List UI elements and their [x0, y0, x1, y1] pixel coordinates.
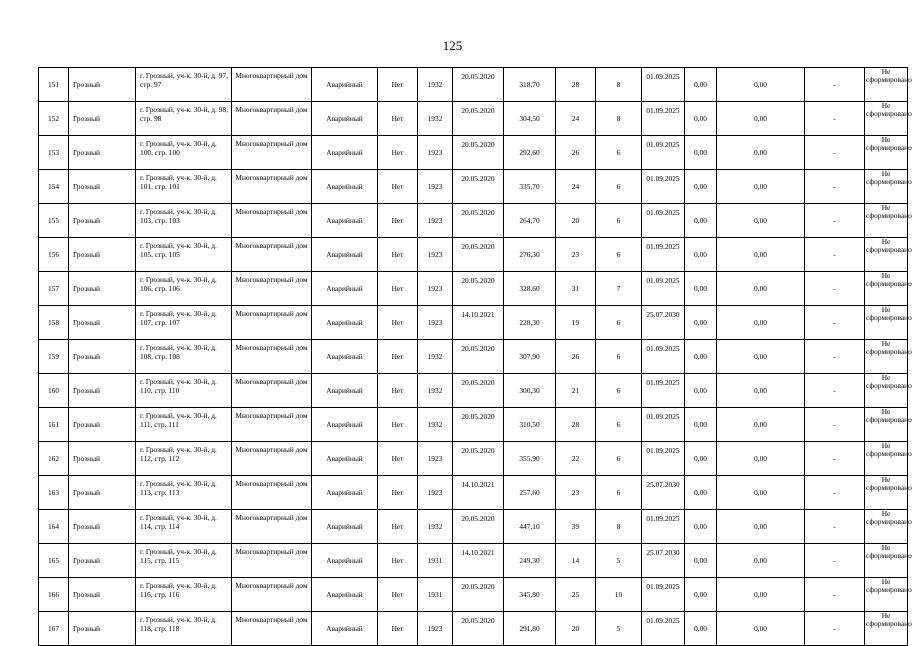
dash-cell: -	[805, 272, 865, 306]
residents-cell: 26	[556, 340, 596, 374]
value1-cell: 0,00	[685, 170, 717, 204]
dash-cell: -	[805, 204, 865, 238]
recognition-date-cell: 20.05.2020	[453, 408, 504, 442]
rooms-cell: 6	[596, 476, 642, 510]
year-cell: 1932	[418, 102, 453, 136]
row-number: 162	[39, 442, 69, 476]
table-row	[39, 68, 908, 102]
year-cell: 1923	[418, 442, 453, 476]
city-cell: Грозный	[69, 136, 136, 170]
planned-date-cell: 01.09.2025	[642, 578, 685, 612]
residents-cell: 31	[556, 272, 596, 306]
flag-cell: Нет	[378, 578, 418, 612]
dash-cell: -	[805, 170, 865, 204]
value1-cell: 0,00	[685, 238, 717, 272]
condition-cell: Аварийный	[312, 102, 378, 136]
row-number: 159	[39, 340, 69, 374]
status-cell: Не сформировано	[865, 136, 908, 170]
value2-cell: 0,00	[717, 510, 805, 544]
dash-cell: -	[805, 68, 865, 102]
city-cell: Грозный	[69, 408, 136, 442]
flag-cell: Нет	[378, 510, 418, 544]
dash-cell: -	[805, 136, 865, 170]
recognition-date-cell: 20.05.2020	[453, 612, 504, 646]
planned-date-cell: 01.09.2025	[642, 204, 685, 238]
value2-cell: 0,00	[717, 306, 805, 340]
dash-cell: -	[805, 476, 865, 510]
flag-cell: Нет	[378, 544, 418, 578]
address-cell: г. Грозный, уч-к. 30-й, д. 98, стр. 98	[136, 102, 232, 136]
city-cell: Грозный	[69, 442, 136, 476]
area-cell: 264,70	[504, 204, 556, 238]
condition-cell: Аварийный	[312, 408, 378, 442]
status-cell: Не сформировано	[865, 544, 908, 578]
city-cell: Грозный	[69, 340, 136, 374]
rooms-cell: 5	[596, 544, 642, 578]
value2-cell: 0,00	[717, 204, 805, 238]
planned-date-cell: 01.09.2025	[642, 612, 685, 646]
building-type-cell: Многоквартирный дом	[232, 374, 312, 408]
planned-date-cell: 25.07.2030	[642, 544, 685, 578]
building-type-cell: Многоквартирный дом	[232, 102, 312, 136]
planned-date-cell: 01.09.2025	[642, 170, 685, 204]
area-cell: 291,80	[504, 612, 556, 646]
value1-cell: 0,00	[685, 476, 717, 510]
address-cell: г. Грозный, уч-к. 30-й, д. 97, стр. 97	[136, 68, 232, 102]
year-cell: 1932	[418, 408, 453, 442]
value1-cell: 0,00	[685, 612, 717, 646]
condition-cell: Аварийный	[312, 68, 378, 102]
year-cell: 1923	[418, 612, 453, 646]
address-cell: г. Грозный, уч-к. 30-й, д. 110, стр. 110	[136, 374, 232, 408]
year-cell: 1923	[418, 306, 453, 340]
value1-cell: 0,00	[685, 578, 717, 612]
row-number: 157	[39, 272, 69, 306]
table-body	[39, 67, 912, 646]
planned-date-cell: 01.09.2025	[642, 272, 685, 306]
table-row	[39, 340, 908, 374]
city-cell: Грозный	[69, 612, 136, 646]
city-cell: Грозный	[69, 272, 136, 306]
value1-cell: 0,00	[685, 102, 717, 136]
area-cell: 304,50	[504, 102, 556, 136]
table-row	[39, 102, 908, 136]
table-row	[39, 204, 908, 238]
status-cell: Не сформировано	[865, 612, 908, 646]
planned-date-cell: 01.09.2025	[642, 102, 685, 136]
city-cell: Грозный	[69, 170, 136, 204]
building-type-cell: Многоквартирный дом	[232, 408, 312, 442]
city-cell: Грозный	[69, 68, 136, 102]
table-row	[39, 374, 908, 408]
row-number: 164	[39, 510, 69, 544]
residents-cell: 21	[556, 374, 596, 408]
year-cell: 1923	[418, 170, 453, 204]
row-number: 152	[39, 102, 69, 136]
address-cell: г. Грозный, уч-к. 30-й, д. 113, стр. 113	[136, 476, 232, 510]
year-cell: 1923	[418, 136, 453, 170]
condition-cell: Аварийный	[312, 612, 378, 646]
condition-cell: Аварийный	[312, 442, 378, 476]
recognition-date-cell: 20.05.2020	[453, 578, 504, 612]
table-row	[39, 612, 908, 646]
residents-cell: 28	[556, 408, 596, 442]
value2-cell: 0,00	[717, 102, 805, 136]
city-cell: Грозный	[69, 374, 136, 408]
page-number: 125	[442, 38, 463, 53]
planned-date-cell: 01.09.2025	[642, 340, 685, 374]
status-cell: Не сформировано	[865, 204, 908, 238]
value2-cell: 0,00	[717, 612, 805, 646]
status-cell: Не сформировано	[865, 374, 908, 408]
area-cell: 228,30	[504, 306, 556, 340]
condition-cell: Аварийный	[312, 272, 378, 306]
dash-cell: -	[805, 612, 865, 646]
status-cell: Не сформировано	[865, 340, 908, 374]
flag-cell: Нет	[378, 408, 418, 442]
rooms-cell: 8	[596, 68, 642, 102]
rooms-cell: 6	[596, 170, 642, 204]
condition-cell: Аварийный	[312, 238, 378, 272]
status-cell: Не сформировано	[865, 238, 908, 272]
planned-date-cell: 01.09.2025	[642, 510, 685, 544]
status-cell: Не сформировано	[865, 68, 908, 102]
residents-cell: 39	[556, 510, 596, 544]
value1-cell: 0,00	[685, 68, 717, 102]
address-cell: г. Грозный, уч-к. 30-й, д. 105, стр. 105	[136, 238, 232, 272]
residents-cell: 26	[556, 136, 596, 170]
address-cell: г. Грозный, уч-к. 30-й, д. 112, стр. 112	[136, 442, 232, 476]
recognition-date-cell: 20.05.2020	[453, 170, 504, 204]
dash-cell: -	[805, 578, 865, 612]
recognition-date-cell: 20.05.2020	[453, 374, 504, 408]
residents-cell: 25	[556, 578, 596, 612]
dash-cell: -	[805, 374, 865, 408]
value2-cell: 0,00	[717, 340, 805, 374]
planned-date-cell: 01.09.2025	[642, 68, 685, 102]
rooms-cell: 10	[596, 578, 642, 612]
dash-cell: -	[805, 442, 865, 476]
recognition-date-cell: 20.05.2020	[453, 510, 504, 544]
building-type-cell: Многоквартирный дом	[232, 306, 312, 340]
dash-cell: -	[805, 102, 865, 136]
value1-cell: 0,00	[685, 204, 717, 238]
recognition-date-cell: 20.05.2020	[453, 340, 504, 374]
recognition-date-cell: 20.05.2020	[453, 68, 504, 102]
residents-cell: 22	[556, 442, 596, 476]
flag-cell: Нет	[378, 476, 418, 510]
status-cell: Не сформировано	[865, 306, 908, 340]
building-type-cell: Многоквартирный дом	[232, 136, 312, 170]
rooms-cell: 6	[596, 306, 642, 340]
planned-date-cell: 25.07.2030	[642, 306, 685, 340]
building-type-cell: Многоквартирный дом	[232, 170, 312, 204]
table-row	[39, 510, 908, 544]
address-cell: г. Грозный, уч-к. 30-й, д. 115, стр. 115	[136, 544, 232, 578]
condition-cell: Аварийный	[312, 306, 378, 340]
area-cell: 307,90	[504, 340, 556, 374]
row-number: 163	[39, 476, 69, 510]
condition-cell: Аварийный	[312, 578, 378, 612]
status-cell: Не сформировано	[865, 578, 908, 612]
row-number: 151	[39, 68, 69, 102]
planned-date-cell: 25.07.2030	[642, 476, 685, 510]
city-cell: Грозный	[69, 510, 136, 544]
value2-cell: 0,00	[717, 170, 805, 204]
status-cell: Не сформировано	[865, 510, 908, 544]
rooms-cell: 6	[596, 340, 642, 374]
table-row	[39, 306, 908, 340]
planned-date-cell: 01.09.2025	[642, 442, 685, 476]
table-row	[39, 170, 908, 204]
area-cell: 318,70	[504, 68, 556, 102]
year-cell: 1923	[418, 204, 453, 238]
year-cell: 1932	[418, 510, 453, 544]
condition-cell: Аварийный	[312, 136, 378, 170]
recognition-date-cell: 14.10.2021	[453, 306, 504, 340]
planned-date-cell: 01.09.2025	[642, 408, 685, 442]
condition-cell: Аварийный	[312, 510, 378, 544]
condition-cell: Аварийный	[312, 374, 378, 408]
row-number: 155	[39, 204, 69, 238]
value1-cell: 0,00	[685, 408, 717, 442]
building-type-cell: Многоквартирный дом	[232, 340, 312, 374]
residents-cell: 23	[556, 476, 596, 510]
residents-cell: 19	[556, 306, 596, 340]
flag-cell: Нет	[378, 204, 418, 238]
flag-cell: Нет	[378, 374, 418, 408]
table-row	[39, 136, 908, 170]
value1-cell: 0,00	[685, 306, 717, 340]
dash-cell: -	[805, 306, 865, 340]
row-number: 161	[39, 408, 69, 442]
residents-cell: 14	[556, 544, 596, 578]
rooms-cell: 6	[596, 238, 642, 272]
city-cell: Грозный	[69, 578, 136, 612]
year-cell: 1932	[418, 68, 453, 102]
city-cell: Грозный	[69, 306, 136, 340]
rooms-cell: 8	[596, 102, 642, 136]
area-cell: 276,30	[504, 238, 556, 272]
building-type-cell: Многоквартирный дом	[232, 578, 312, 612]
value1-cell: 0,00	[685, 272, 717, 306]
rooms-cell: 7	[596, 272, 642, 306]
planned-date-cell: 01.09.2025	[642, 374, 685, 408]
flag-cell: Нет	[378, 442, 418, 476]
value1-cell: 0,00	[685, 136, 717, 170]
rooms-cell: 6	[596, 374, 642, 408]
status-cell: Не сформировано	[865, 272, 908, 306]
rooms-cell: 6	[596, 204, 642, 238]
rooms-cell: 5	[596, 612, 642, 646]
residents-cell: 28	[556, 68, 596, 102]
rooms-cell: 6	[596, 408, 642, 442]
condition-cell: Аварийный	[312, 340, 378, 374]
recognition-date-cell: 20.05.2020	[453, 204, 504, 238]
building-type-cell: Многоквартирный дом	[232, 204, 312, 238]
building-type-cell: Многоквартирный дом	[232, 544, 312, 578]
city-cell: Грозный	[69, 476, 136, 510]
year-cell: 1923	[418, 476, 453, 510]
row-number: 166	[39, 578, 69, 612]
value2-cell: 0,00	[717, 272, 805, 306]
value1-cell: 0,00	[685, 442, 717, 476]
area-cell: 335,70	[504, 170, 556, 204]
flag-cell: Нет	[378, 306, 418, 340]
year-cell: 1931	[418, 578, 453, 612]
status-cell: Не сформировано	[865, 476, 908, 510]
building-type-cell: Многоквартирный дом	[232, 476, 312, 510]
condition-cell: Аварийный	[312, 204, 378, 238]
building-type-cell: Многоквартирный дом	[232, 238, 312, 272]
flag-cell: Нет	[378, 340, 418, 374]
city-cell: Грозный	[69, 238, 136, 272]
flag-cell: Нет	[378, 102, 418, 136]
table-row	[39, 408, 908, 442]
rooms-cell: 6	[596, 442, 642, 476]
row-number: 158	[39, 306, 69, 340]
area-cell: 345,80	[504, 578, 556, 612]
year-cell: 1932	[418, 374, 453, 408]
row-number: 154	[39, 170, 69, 204]
city-cell: Грозный	[69, 102, 136, 136]
area-cell: 300,30	[504, 374, 556, 408]
residents-cell: 20	[556, 204, 596, 238]
area-cell: 257,60	[504, 476, 556, 510]
dash-cell: -	[805, 544, 865, 578]
condition-cell: Аварийный	[312, 544, 378, 578]
dash-cell: -	[805, 510, 865, 544]
value1-cell: 0,00	[685, 544, 717, 578]
recognition-date-cell: 20.05.2020	[453, 136, 504, 170]
table-row	[39, 578, 908, 612]
address-cell: г. Грозный, уч-к. 30-й, д. 114, стр. 114	[136, 510, 232, 544]
flag-cell: Нет	[378, 272, 418, 306]
row-number: 167	[39, 612, 69, 646]
table-row	[39, 238, 908, 272]
address-cell: г. Грозный, уч-к. 30-й, д. 100, стр. 100	[136, 136, 232, 170]
value2-cell: 0,00	[717, 374, 805, 408]
table-row	[39, 544, 908, 578]
year-cell: 1923	[418, 238, 453, 272]
status-cell: Не сформировано	[865, 442, 908, 476]
value1-cell: 0,00	[685, 510, 717, 544]
recognition-date-cell: 20.05.2020	[453, 102, 504, 136]
building-type-cell: Многоквартирный дом	[232, 68, 312, 102]
building-type-cell: Многоквартирный дом	[232, 510, 312, 544]
rooms-cell: 8	[596, 510, 642, 544]
condition-cell: Аварийный	[312, 476, 378, 510]
building-type-cell: Многоквартирный дом	[232, 442, 312, 476]
address-cell: г. Грозный, уч-к. 30-й, д. 103, стр. 103	[136, 204, 232, 238]
status-cell: Не сформировано	[865, 102, 908, 136]
recognition-date-cell: 20.05.2020	[453, 238, 504, 272]
planned-date-cell: 01.09.2025	[642, 136, 685, 170]
flag-cell: Нет	[378, 68, 418, 102]
address-cell: г. Грозный, уч-к. 30-й, д. 116, стр. 116	[136, 578, 232, 612]
value2-cell: 0,00	[717, 578, 805, 612]
row-number: 160	[39, 374, 69, 408]
recognition-date-cell: 14.10.2021	[453, 476, 504, 510]
status-cell: Не сформировано	[865, 170, 908, 204]
recognition-date-cell: 20.05.2020	[453, 272, 504, 306]
building-type-cell: Многоквартирный дом	[232, 612, 312, 646]
residents-cell: 24	[556, 102, 596, 136]
table-row	[39, 442, 908, 476]
row-number: 153	[39, 136, 69, 170]
city-cell: Грозный	[69, 204, 136, 238]
address-cell: г. Грозный, уч-к. 30-й, д. 106, стр. 106	[136, 272, 232, 306]
table-row	[39, 272, 908, 306]
building-type-cell: Многоквартирный дом	[232, 272, 312, 306]
planned-date-cell: 01.09.2025	[642, 238, 685, 272]
flag-cell: Нет	[378, 170, 418, 204]
row-number: 156	[39, 238, 69, 272]
area-cell: 292,60	[504, 136, 556, 170]
year-cell: 1932	[418, 340, 453, 374]
housing-table	[38, 67, 912, 646]
value1-cell: 0,00	[685, 374, 717, 408]
area-cell: 447,10	[504, 510, 556, 544]
address-cell: г. Грозный, уч-к. 30-й, д. 101, стр. 101	[136, 170, 232, 204]
value2-cell: 0,00	[717, 408, 805, 442]
flag-cell: Нет	[378, 238, 418, 272]
dash-cell: -	[805, 340, 865, 374]
residents-cell: 24	[556, 170, 596, 204]
condition-cell: Аварийный	[312, 170, 378, 204]
rooms-cell: 6	[596, 136, 642, 170]
table-row	[39, 476, 908, 510]
recognition-date-cell: 20.05.2020	[453, 442, 504, 476]
residents-cell: 20	[556, 612, 596, 646]
status-cell: Не сформировано	[865, 408, 908, 442]
address-cell: г. Грозный, уч-к. 30-й, д. 108, стр. 108	[136, 340, 232, 374]
flag-cell: Нет	[378, 612, 418, 646]
address-cell: г. Грозный, уч-к. 30-й, д. 111, стр. 111	[136, 408, 232, 442]
address-cell: г. Грозный, уч-к. 30-й, д. 118, стр. 118	[136, 612, 232, 646]
value2-cell: 0,00	[717, 238, 805, 272]
city-cell: Грозный	[69, 544, 136, 578]
recognition-date-cell: 14.10.2021	[453, 544, 504, 578]
value2-cell: 0,00	[717, 476, 805, 510]
area-cell: 328,60	[504, 272, 556, 306]
dash-cell: -	[805, 408, 865, 442]
area-cell: 355,90	[504, 442, 556, 476]
year-cell: 1931	[418, 544, 453, 578]
value1-cell: 0,00	[685, 340, 717, 374]
value2-cell: 0,00	[717, 136, 805, 170]
area-cell: 249,30	[504, 544, 556, 578]
dash-cell: -	[805, 238, 865, 272]
residents-cell: 23	[556, 238, 596, 272]
value2-cell: 0,00	[717, 68, 805, 102]
address-cell: г. Грозный, уч-к. 30-й, д. 107, стр. 107	[136, 306, 232, 340]
flag-cell: Нет	[378, 136, 418, 170]
value2-cell: 0,00	[717, 544, 805, 578]
value2-cell: 0,00	[717, 442, 805, 476]
row-number: 165	[39, 544, 69, 578]
area-cell: 310,50	[504, 408, 556, 442]
year-cell: 1923	[418, 272, 453, 306]
